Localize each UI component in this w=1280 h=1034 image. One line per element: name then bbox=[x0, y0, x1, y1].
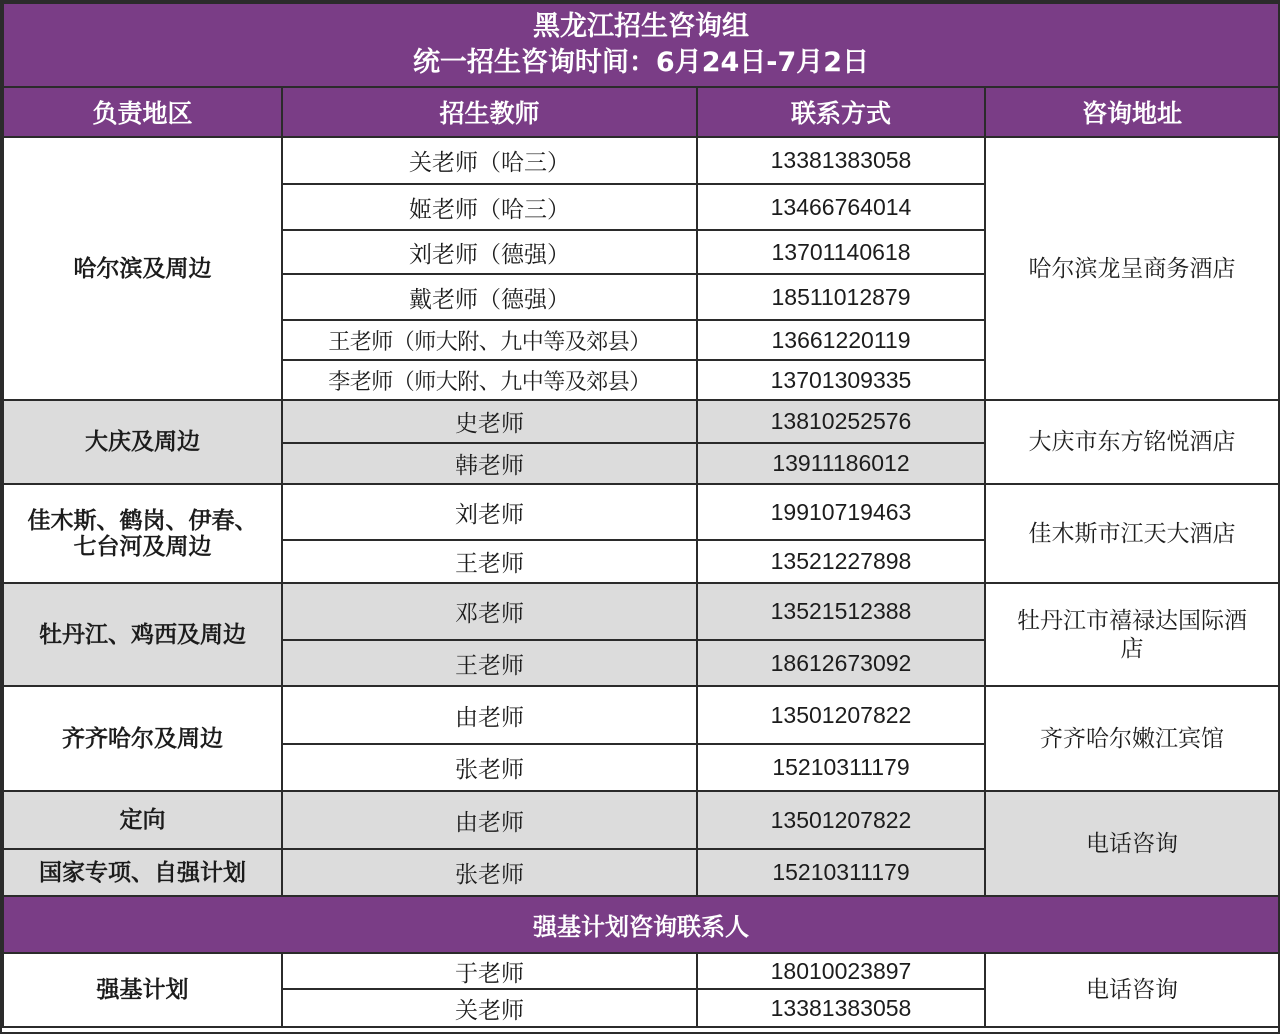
address-cell-phone-consult: 电话咨询 bbox=[985, 791, 1279, 896]
title-line-2: 统一招生咨询时间：6月24日-7月2日 bbox=[412, 47, 870, 78]
phone-cell: 13521512388 bbox=[697, 583, 985, 640]
table-row bbox=[3, 686, 1279, 744]
address-cell-daqing: 大庆市东方铭悦酒店 bbox=[985, 400, 1279, 484]
region-cell-mudanjiang: 牡丹江、鸡西及周边 bbox=[3, 583, 282, 686]
column-header-teacher: 招生教师 bbox=[282, 87, 697, 137]
phone-cell: 13381383058 bbox=[697, 137, 985, 184]
teacher-cell: 关老师（哈三） bbox=[282, 137, 697, 184]
teacher-cell: 刘老师（德强） bbox=[282, 230, 697, 274]
region-line: 佳木斯、鹤岗、伊春、 bbox=[27, 507, 258, 534]
phone-cell: 13501207822 bbox=[697, 686, 985, 744]
phone-cell: 13701309335 bbox=[697, 360, 985, 400]
address-cell-qiangji: 电话咨询 bbox=[985, 953, 1279, 1027]
phone-cell: 13701140618 bbox=[697, 230, 985, 274]
phone-cell: 19910719463 bbox=[697, 484, 985, 540]
table-row bbox=[3, 400, 1279, 443]
teacher-cell: 王老师 bbox=[282, 540, 697, 583]
title-line-1: 黑龙江招生咨询组 bbox=[533, 11, 749, 42]
phone-cell: 13381383058 bbox=[697, 989, 985, 1027]
teacher-cell: 邓老师 bbox=[282, 583, 697, 640]
phone-cell: 13911186012 bbox=[697, 443, 985, 484]
teacher-cell: 李老师（师大附、九中等及郊县） bbox=[282, 360, 697, 400]
phone-cell: 15210311179 bbox=[697, 849, 985, 896]
phone-cell: 13501207822 bbox=[697, 791, 985, 849]
teacher-cell: 王老师（师大附、九中等及郊县） bbox=[282, 320, 697, 360]
teacher-cell: 由老师 bbox=[282, 791, 697, 849]
table-row bbox=[3, 791, 1279, 849]
region-cell-dingxiang: 定向 bbox=[3, 791, 282, 849]
teacher-cell: 刘老师 bbox=[282, 484, 697, 540]
phone-cell: 13466764014 bbox=[697, 184, 985, 230]
phone-cell: 18010023897 bbox=[697, 953, 985, 989]
region-cell-qiangji: 强基计划 bbox=[3, 953, 282, 1027]
title-banner bbox=[3, 3, 1279, 87]
phone-cell: 13521227898 bbox=[697, 540, 985, 583]
region-line: 七台河及周边 bbox=[73, 533, 212, 560]
region-cell-national-special: 国家专项、自强计划 bbox=[3, 849, 282, 896]
table-row bbox=[3, 137, 1279, 184]
teacher-cell: 关老师 bbox=[282, 989, 697, 1027]
address-cell-jiamusi: 佳木斯市江天大酒店 bbox=[985, 484, 1279, 583]
column-header-contact: 联系方式 bbox=[697, 87, 985, 137]
phone-cell: 13661220119 bbox=[697, 320, 985, 360]
table-row bbox=[3, 583, 1279, 640]
teacher-cell: 史老师 bbox=[282, 400, 697, 443]
region-cell-harbin: 哈尔滨及周边 bbox=[3, 137, 282, 400]
address-line: 牡丹江市禧禄达国际酒 bbox=[1017, 607, 1247, 634]
table-row bbox=[3, 953, 1279, 989]
address-cell-qiqihar: 齐齐哈尔嫩江宾馆 bbox=[985, 686, 1279, 791]
teacher-cell: 姬老师（哈三） bbox=[282, 184, 697, 230]
region-cell-jiamusi bbox=[3, 484, 282, 583]
teacher-cell: 戴老师（德强） bbox=[282, 274, 697, 320]
region-cell-daqing: 大庆及周边 bbox=[3, 400, 282, 484]
teacher-cell: 张老师 bbox=[282, 744, 697, 791]
phone-cell: 18612673092 bbox=[697, 640, 985, 686]
address-cell-mudanjiang bbox=[985, 583, 1279, 686]
teacher-cell: 韩老师 bbox=[282, 443, 697, 484]
admissions-consultation-table bbox=[2, 2, 1280, 1028]
table-row bbox=[3, 484, 1279, 540]
phone-cell: 15210311179 bbox=[697, 744, 985, 791]
phone-cell: 13810252576 bbox=[697, 400, 985, 443]
teacher-cell: 由老师 bbox=[282, 686, 697, 744]
column-header-region: 负责地区 bbox=[3, 87, 282, 137]
teacher-cell: 于老师 bbox=[282, 953, 697, 989]
region-cell-qiqihar: 齐齐哈尔及周边 bbox=[3, 686, 282, 791]
column-header-address: 咨询地址 bbox=[985, 87, 1279, 137]
teacher-cell: 王老师 bbox=[282, 640, 697, 686]
address-line: 店 bbox=[1120, 635, 1144, 662]
phone-cell: 18511012879 bbox=[697, 274, 985, 320]
teacher-cell: 张老师 bbox=[282, 849, 697, 896]
address-cell-harbin: 哈尔滨龙呈商务酒店 bbox=[985, 137, 1279, 400]
qiangji-banner: 强基计划咨询联系人 bbox=[3, 896, 1279, 953]
